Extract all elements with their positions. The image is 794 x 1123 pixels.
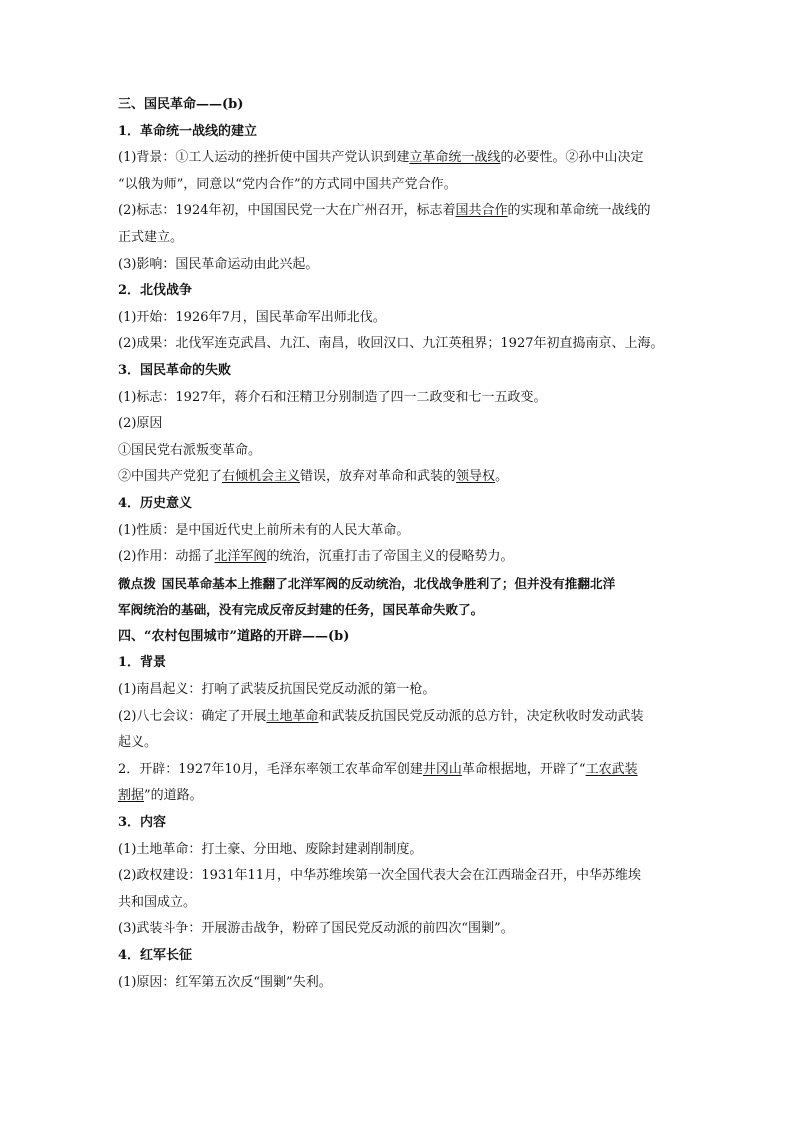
flag-line-2: 正式建立。 <box>118 229 184 245</box>
land-revolution-line: (1)土地革命：打土豪、分田地、废除封建剥削制度。 <box>118 841 423 857</box>
text-span: 的必要性。②孙中山决定 <box>500 150 644 166</box>
failure-cause-label: (2)原因 <box>118 416 163 432</box>
underlined-term: 右倾机会主义 <box>222 469 301 485</box>
underlined-term: 立革命统一战线 <box>409 150 501 166</box>
effect-line <box>118 544 680 571</box>
text-span: 2．开辟：1927年10月，毛泽东率领工农革命军创建 <box>118 761 423 777</box>
flag-line-1 <box>118 198 680 225</box>
government-line-1: (2)政权建设：1931年11月，中华苏维埃第一次全国代表大会在江西瑞金召开，中华苏维埃 <box>118 868 642 884</box>
text-span: 和武装反抗国民党反动派的总方针，决定秋收时发动武装 <box>318 708 644 724</box>
underlined-term: 北洋军阀 <box>214 549 267 565</box>
opening-line-2 <box>118 783 680 810</box>
section3-p1-heading: 1．革命统一战线的建立 <box>118 123 258 139</box>
text-span: 革命根据地，开辟了“ <box>461 761 586 777</box>
text-span: (2)八七会议：确定了开展 <box>118 708 267 724</box>
section3-p2-heading: 2．北伐战争 <box>118 283 193 299</box>
nanchang-uprising-line: (1)南昌起义：打响了武装反抗国民党反动派的第一枪。 <box>118 682 436 698</box>
text-span: (1)背景：①工人运动的挫折使中国共产党认识到建 <box>118 150 410 166</box>
tip-text: 军阀统治的基础，没有完成反帝反封建的任务，国民革命失败了。 <box>118 602 484 618</box>
text-span: ②中国共产党犯了 <box>118 469 223 485</box>
underlined-term: 土地革命 <box>266 708 319 724</box>
tip-label: 微点拨 <box>118 575 156 591</box>
text-span: ”的道路。 <box>144 788 203 804</box>
section4-p4-heading: 4．红军长征 <box>118 948 193 963</box>
tip-text: 国民革命基本上推翻了北洋军阀的反动统治，北伐战争胜利了；但并没有推翻北洋 <box>161 575 616 591</box>
text-span: (2)作用：动摇了 <box>118 549 215 565</box>
nature-line: (1)性质：是中国近代史上前所未有的人民大革命。 <box>118 522 410 538</box>
northern-expedition-result: (2)成果：北伐军连克武昌、九江、南昌，收回汉口、九江英租界；1927年初直捣南京、上海。 <box>118 336 664 352</box>
failure-cause-2 <box>118 464 680 491</box>
underlined-term: 领导权 <box>456 469 496 485</box>
section4-p3-heading: 3．内容 <box>118 815 167 831</box>
section3-title: 三、国民革命——(b) <box>118 97 244 112</box>
text-span: 。 <box>495 469 509 485</box>
underlined-term: 工农武装 <box>585 761 638 777</box>
opening-line-1 <box>118 757 680 784</box>
background-line-1 <box>118 145 680 172</box>
impact-line: (3)影响：国民革命运动由此兴起。 <box>118 256 319 272</box>
underlined-term: 国共合作 <box>455 203 508 219</box>
failure-flag-line: (1)标志：1927年，蒋介石和汪精卫分别制造了四一二政变和七一五政变。 <box>118 389 547 405</box>
document-page <box>118 92 680 996</box>
northern-expedition-start: (1)开始：1926年7月，国民革命军出师北伐。 <box>118 309 386 325</box>
armed-struggle-line: (3)武装斗争：开展游击战争，粉碎了国民党反动派的前四次“围剿”。 <box>118 921 514 937</box>
tip-line-2 <box>118 597 680 624</box>
section3-p3-heading: 3．国民革命的失败 <box>118 362 232 378</box>
government-line-2: 共和国成立。 <box>118 894 197 910</box>
long-march-cause-line: (1)原因：红军第五次反“围剿”失利。 <box>118 974 332 990</box>
background-line-2: “以俄为师”，同意以“党内合作”的方式同中国共产党合作。 <box>118 176 457 192</box>
underlined-term: 井冈山 <box>422 761 462 777</box>
section3-p4-heading: 4．历史意义 <box>118 495 193 511</box>
text-span: 的实现和革命统一战线的 <box>507 203 651 219</box>
underlined-term: 割据 <box>118 788 145 804</box>
text-span: (2)标志：1924年初，中国国民党一大在广州召开，标志着 <box>118 203 456 219</box>
text-span: 的统治，沉重打击了帝国主义的侵略势力。 <box>266 549 514 565</box>
section4-title: 四、“农村包围城市”道路的开辟——(b) <box>118 628 350 644</box>
tip-line-1 <box>118 571 680 598</box>
text-span: 错误，放弃对革命和武装的 <box>300 469 457 485</box>
august7-meeting-line-2: 起义。 <box>118 735 158 751</box>
failure-cause-1: ①国民党右派叛变革命。 <box>118 442 262 458</box>
august7-meeting-line-1 <box>118 704 680 731</box>
section4-p1-heading: 1．背景 <box>118 655 167 671</box>
